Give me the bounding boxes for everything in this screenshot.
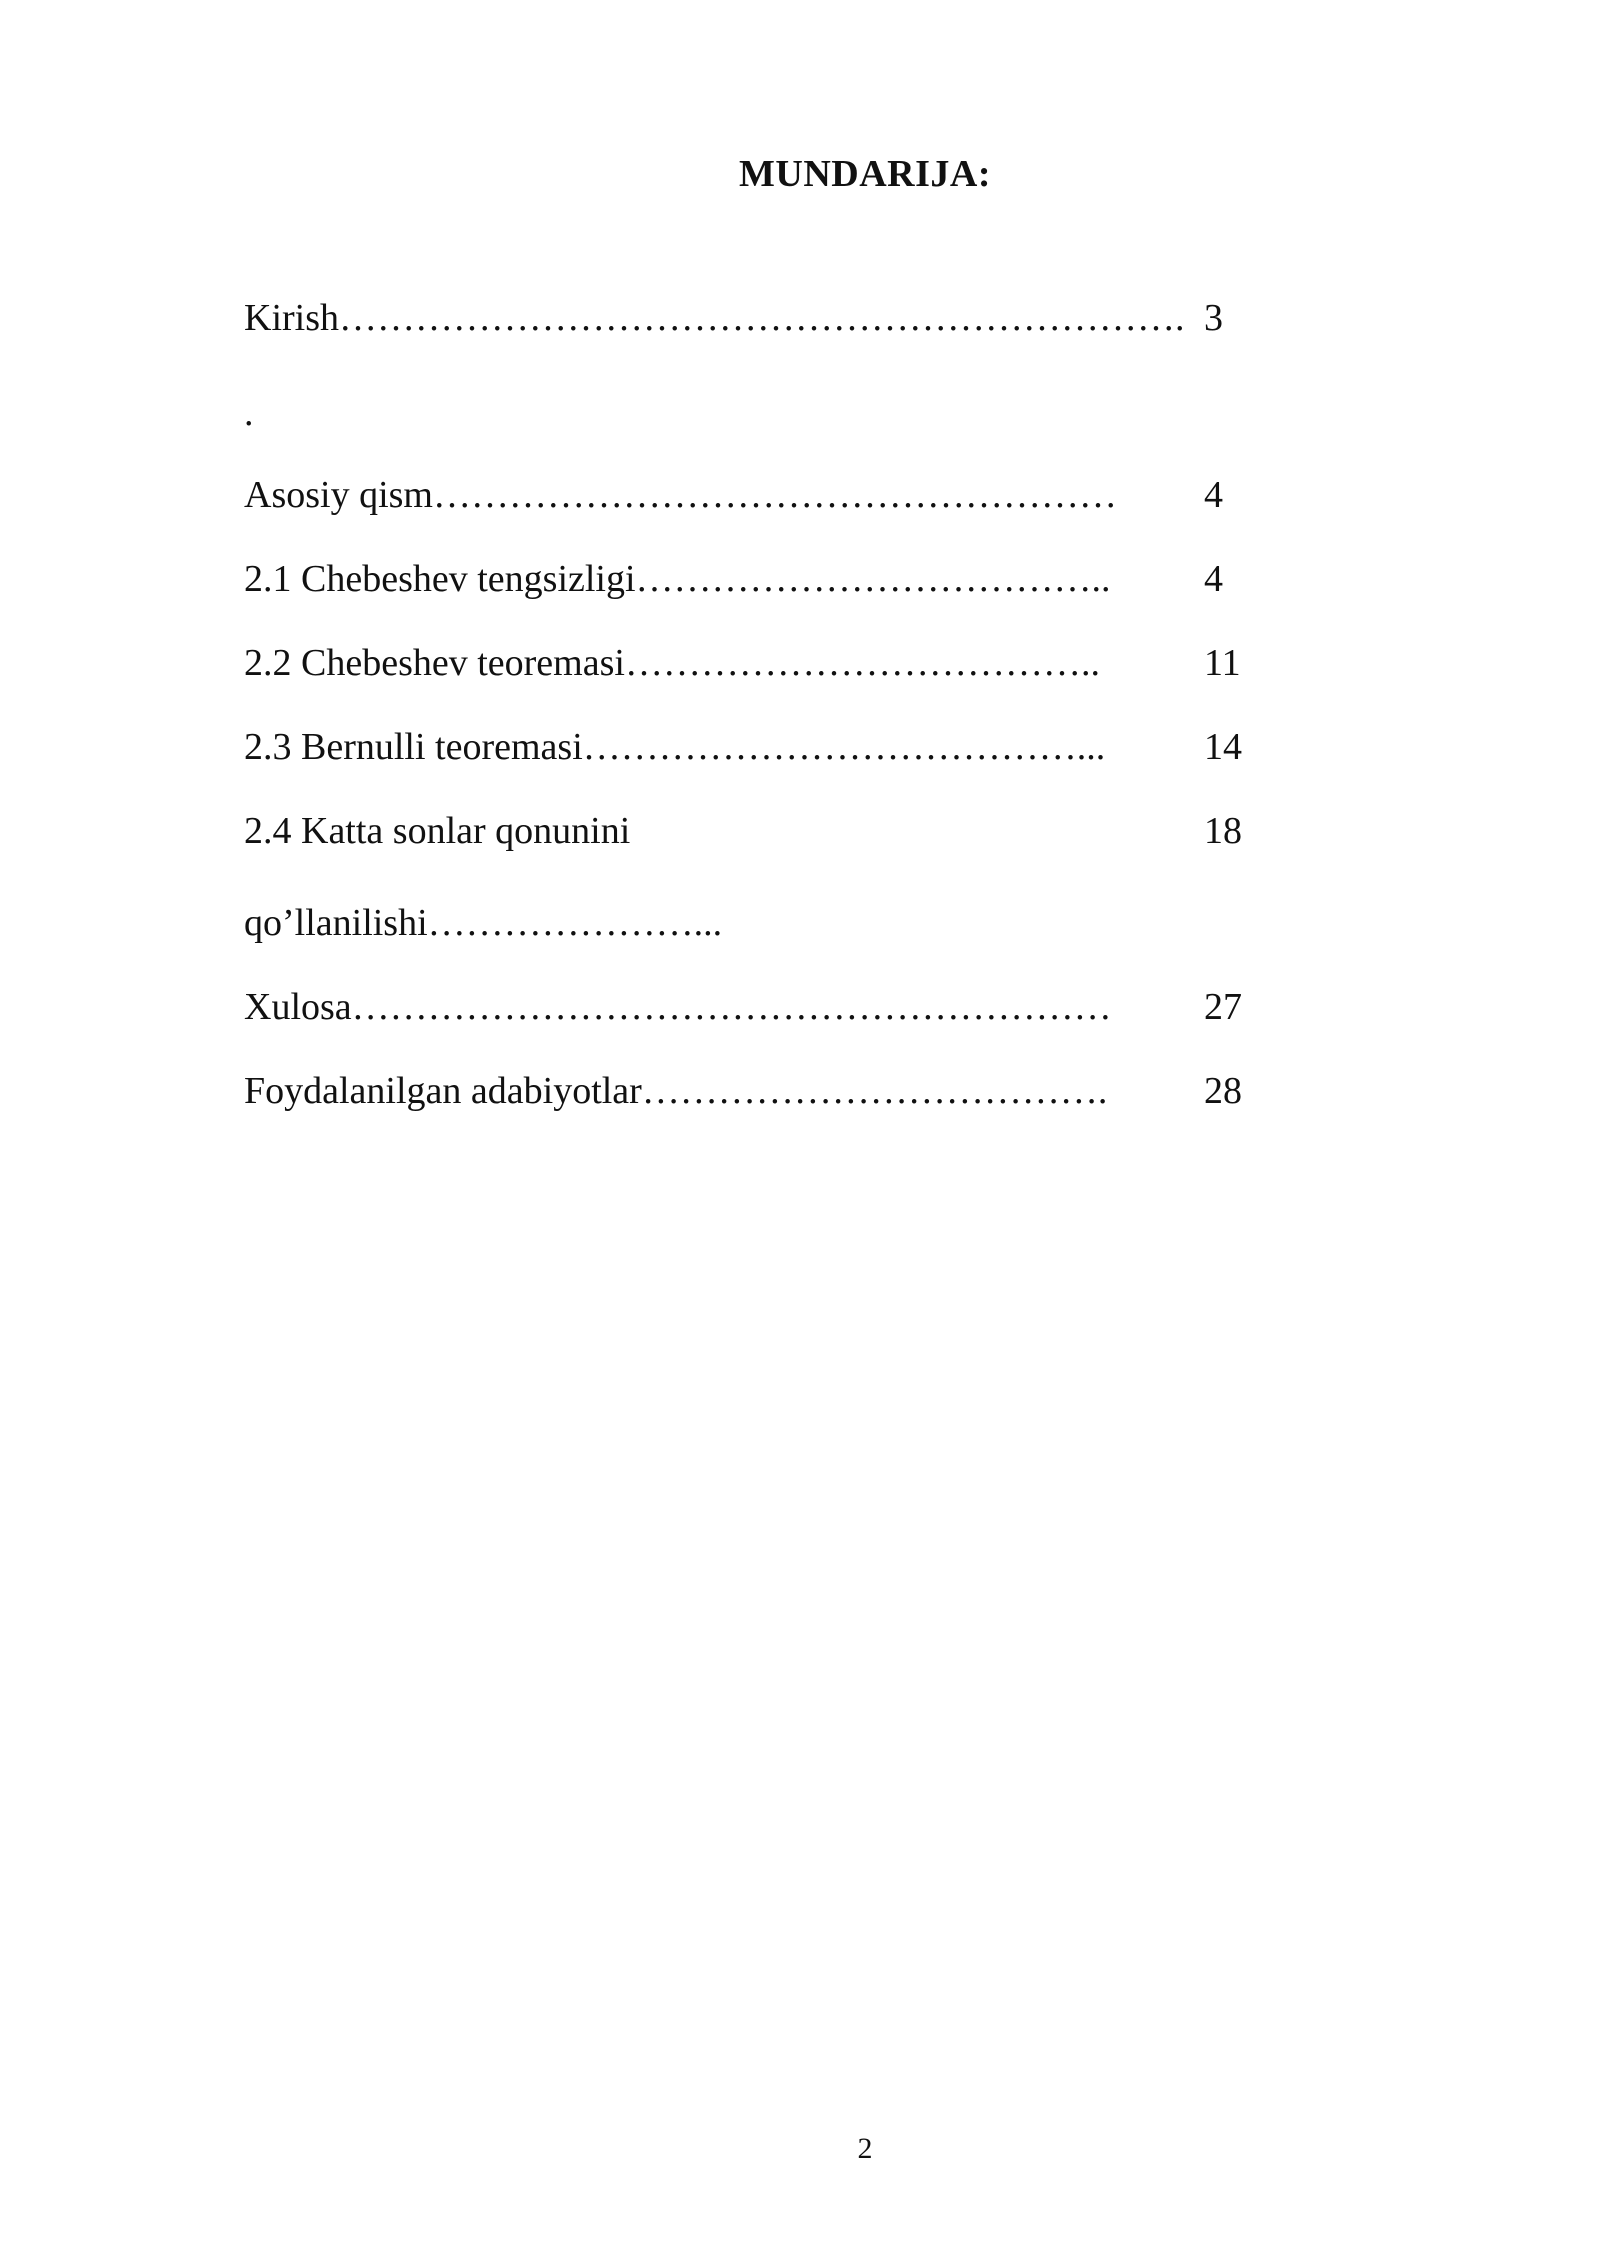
toc-entry-2-2 [244,638,1254,688]
toc-entry-xulosa [244,982,1254,1032]
toc-entry-asosiy-qism [244,470,1254,520]
toc-entry-text: Foydalanilgan adabiyotlar………………………………. [244,1070,1108,1112]
toc-entry-text: Xulosa…………………………………………………… [244,986,1112,1028]
stray-dot: . [244,392,254,434]
toc-entry-text: 2.4 Katta sonlar qonunini [244,810,631,852]
toc-entry-page: 18 [1204,810,1242,852]
toc-entry-page: 27 [1204,986,1242,1028]
toc-entry-adabiyotlar [244,1066,1254,1116]
toc-entry-2-3 [244,722,1254,772]
page-title: MUNDARIJA: [739,153,991,195]
page-number: 2 [857,2132,873,2165]
toc-entry-2-4-continued [244,898,1254,948]
toc-entry-page: 11 [1204,642,1241,684]
toc-entry-text: Kirish…………………………………………………………. [244,297,1185,339]
toc-entry-text: 2.2 Chebeshev teoremasi……………………………….. [244,642,1100,684]
toc-entry-2-1 [244,554,1254,604]
toc-entry-kirish [244,293,1254,343]
toc-entry-2-4 [244,806,1254,856]
toc-entry-text: 2.3 Bernulli teoremasi…………………………………... [244,726,1106,768]
toc-entry-page: 4 [1204,558,1223,600]
toc-entry-text: qo’llanilishi…………………... [244,902,723,944]
toc-entry-page: 28 [1204,1070,1242,1112]
toc-entry-text: Asosiy qism……………………………………………… [244,474,1117,516]
toc-entry-page: 4 [1204,474,1223,516]
toc-entry-text: 2.1 Chebeshev tengsizligi……………………………….. [244,558,1111,600]
toc-entry-page: 14 [1204,726,1242,768]
toc-entry-page: 3 [1204,297,1223,339]
